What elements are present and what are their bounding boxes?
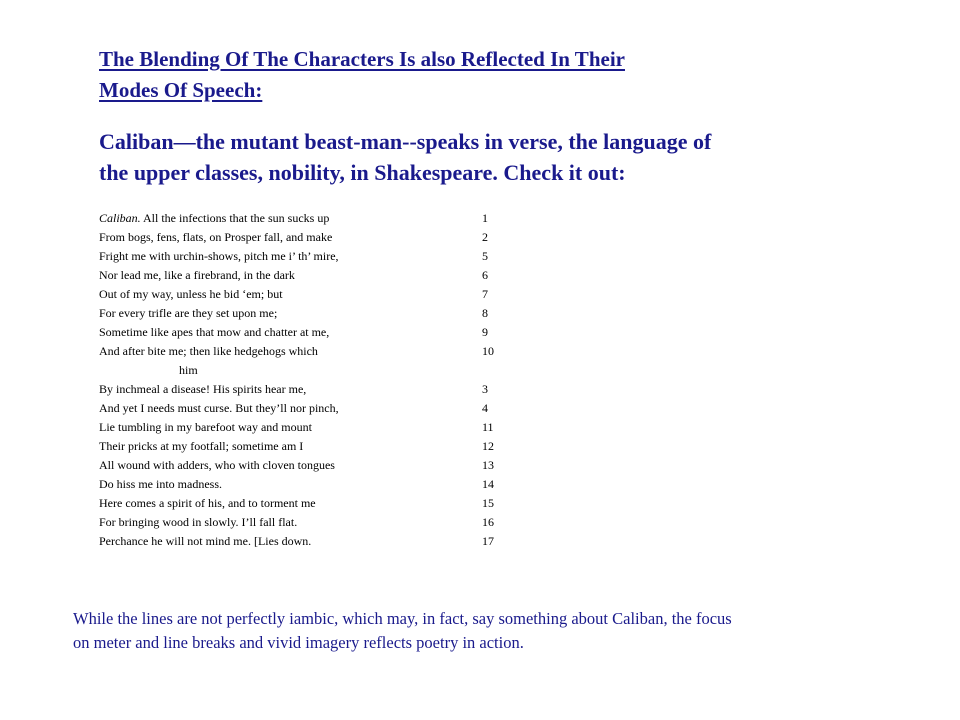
verse-line: [99, 361, 519, 380]
verse-line-text: him: [179, 363, 198, 377]
verse-line-text: And after bite me; then like hedgehogs which: [99, 344, 318, 358]
line-number: 9: [482, 325, 488, 339]
line-number: 2: [482, 230, 488, 244]
verse-line-text: For bringing wood in slowly. I’ll fall flat.: [99, 515, 298, 529]
line-number: 4: [482, 401, 488, 415]
verse-line-text: Sometime like apes that mow and chatter at me,: [99, 325, 330, 339]
verse-line-text: Here comes a spirit of his, and to torment me: [99, 496, 316, 510]
verse-line-text: For every trifle are they set upon me;: [99, 306, 278, 320]
verse-line-text: All wound with adders, who with cloven tongues: [99, 458, 335, 472]
verse-line-text: Their pricks at my footfall; sometime am I: [99, 439, 304, 453]
closing-paragraph: [73, 607, 913, 655]
line-number: 11: [482, 420, 494, 434]
verse-line: [99, 342, 519, 361]
verse-line-text: Do hiss me into madness.: [99, 477, 222, 491]
verse-line-text: [99, 209, 329, 228]
verse-line-text: By inchmeal a disease! His spirits hear me,: [99, 382, 307, 396]
verse-line-text: And yet I needs must curse. But they’ll nor pinch,: [99, 401, 339, 415]
heading-line-1: The Blending Of The Characters Is also Reflected In Their: [99, 47, 625, 71]
verse-line-text: From bogs, fens, flats, on Prosper fall, and make: [99, 230, 333, 244]
verse-line: [99, 304, 519, 323]
verse-line-text: Perchance he will not mind me. [Lies down.: [99, 534, 312, 548]
verse-line: [99, 247, 519, 266]
verse-line: [99, 494, 519, 513]
line-number: 14: [482, 477, 494, 491]
verse-line: [99, 323, 519, 342]
line-number: 8: [482, 306, 488, 320]
intro-line-2: the upper classes, nobility, in Shakespeare. Check it out:: [99, 160, 626, 185]
line-number: 5: [482, 249, 488, 263]
verse-line-body: All the infections that the sun sucks up: [140, 211, 330, 225]
verse-line-text: Nor lead me, like a firebrand, in the dark: [99, 268, 295, 282]
verse-line: [99, 475, 519, 494]
verse-line: [99, 399, 519, 418]
line-number: 15: [482, 496, 494, 510]
verse-line: [99, 437, 519, 456]
verse-passage: [99, 209, 519, 551]
heading-line-2: Modes Of Speech:: [99, 78, 263, 102]
verse-line: [99, 285, 519, 304]
line-number: 3: [482, 382, 488, 396]
speaker-name: Caliban.: [99, 211, 141, 225]
verse-line: [99, 266, 519, 285]
line-number: 16: [482, 515, 494, 529]
line-number: 12: [482, 439, 494, 453]
line-number: 13: [482, 458, 494, 472]
closing-line-1: While the lines are not perfectly iambic, which may, in fact, say something about Caliban, the focus: [73, 609, 732, 628]
verse-line: [99, 380, 519, 399]
line-number: 17: [482, 534, 494, 548]
line-number: 6: [482, 268, 488, 282]
verse-line: [99, 228, 519, 247]
verse-line-text: Lie tumbling in my barefoot way and mount: [99, 420, 312, 434]
line-number: 1: [482, 211, 488, 225]
slide-heading: [99, 44, 819, 106]
verse-line-text: Out of my way, unless he bid ‘em; but: [99, 287, 283, 301]
closing-line-2: on meter and line breaks and vivid imagery reflects poetry in action.: [73, 633, 524, 652]
line-number: 7: [482, 287, 488, 301]
verse-line: [99, 532, 519, 551]
intro-paragraph: [99, 126, 859, 188]
verse-line: [99, 209, 519, 228]
intro-line-1: Caliban—the mutant beast-man--speaks in verse, the language of: [99, 129, 712, 154]
verse-line: [99, 513, 519, 532]
verse-line: [99, 456, 519, 475]
verse-line-text: Fright me with urchin-shows, pitch me i’ th’ mire,: [99, 249, 339, 263]
verse-line: [99, 418, 519, 437]
line-number: 10: [482, 344, 494, 358]
